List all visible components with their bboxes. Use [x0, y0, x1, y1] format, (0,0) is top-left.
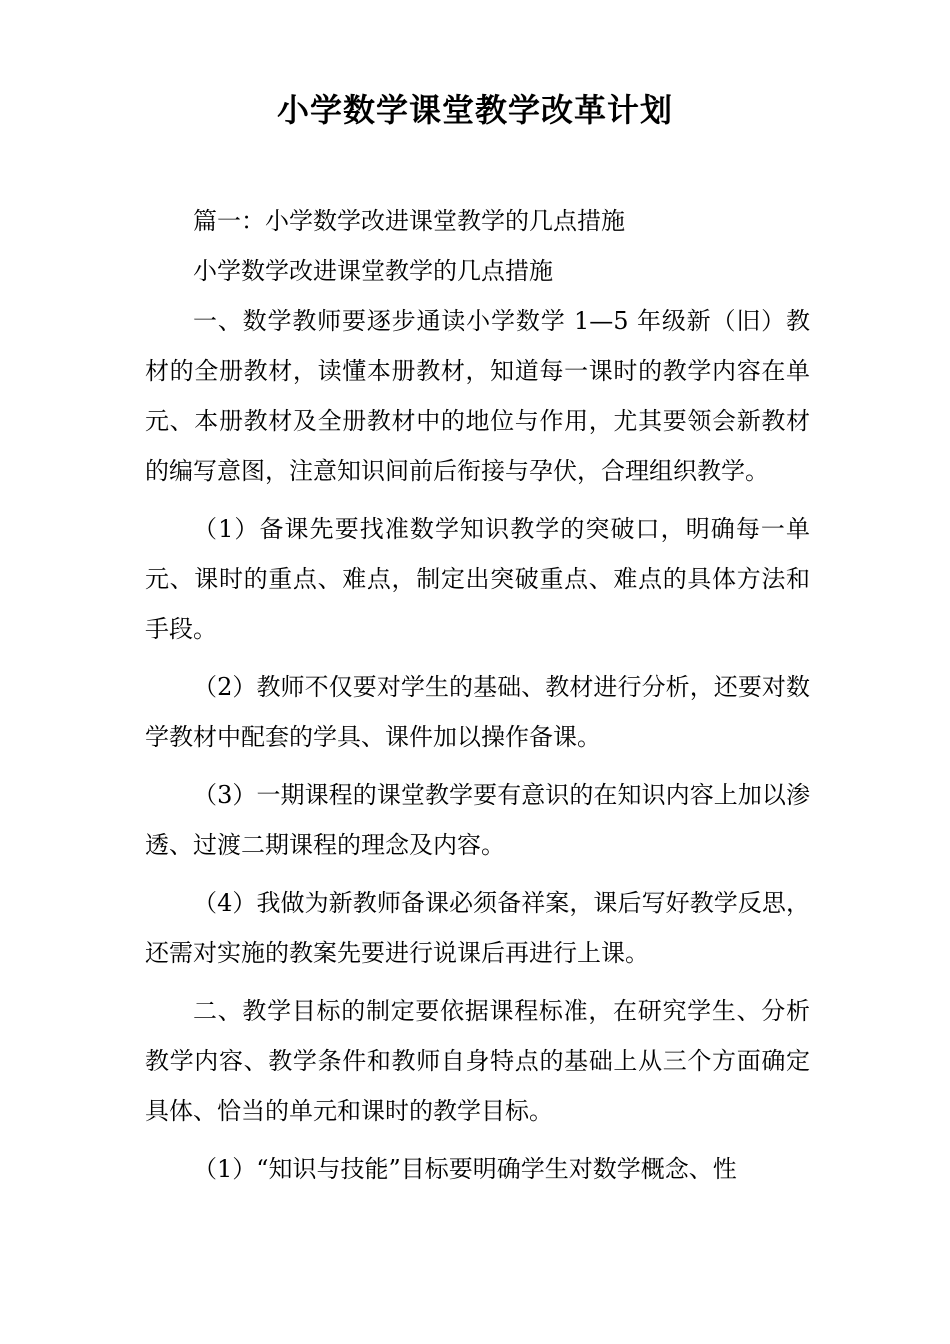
paragraph: （4）我做为新教师备课必须备祥案，课后写好教学反思，还需对实施的教案先要进行说课后再进行上课。	[145, 889, 810, 967]
document-title: 小学数学课堂教学改革计划	[276, 91, 673, 129]
paragraph: （1）“知识与技能”目标要明确学生对数学概念、性	[193, 1155, 737, 1183]
section-heading: 篇一：小学数学改进课堂教学的几点措施	[193, 207, 625, 235]
document-body	[145, 196, 810, 1194]
subtitle: 小学数学改进课堂教学的几点措施	[193, 257, 553, 285]
paragraph: 二、教学目标的制定要依据课程标准，在研究学生、分析教学内容、教学条件和教师自身特点的基础上从三个方面确定具体、恰当的单元和课时的教学目标。	[145, 997, 810, 1125]
paragraph: （1）备课先要找准数学知识教学的突破口，明确每一单元、课时的重点、难点，制定出突破重点、难点的具体方法和手段。	[145, 515, 810, 643]
paragraph: （2）教师不仅要对学生的基础、教材进行分析，还要对数学教材中配套的学具、课件加以操作备课。	[145, 673, 810, 751]
paragraph: （3）一期课程的课堂教学要有意识的在知识内容上加以渗透、过渡二期课程的理念及内容。	[145, 781, 810, 859]
paragraph: 一、数学教师要逐步通读小学数学 1—5 年级新（旧）教材的全册教材，读懂本册教材，知道每一课时的教学内容在单元、本册教材及全册教材中的地位与作用，尤其要领会新教材的编写意图，注意知识间前后衔接与孕伏，合理组织教学。	[145, 307, 810, 485]
